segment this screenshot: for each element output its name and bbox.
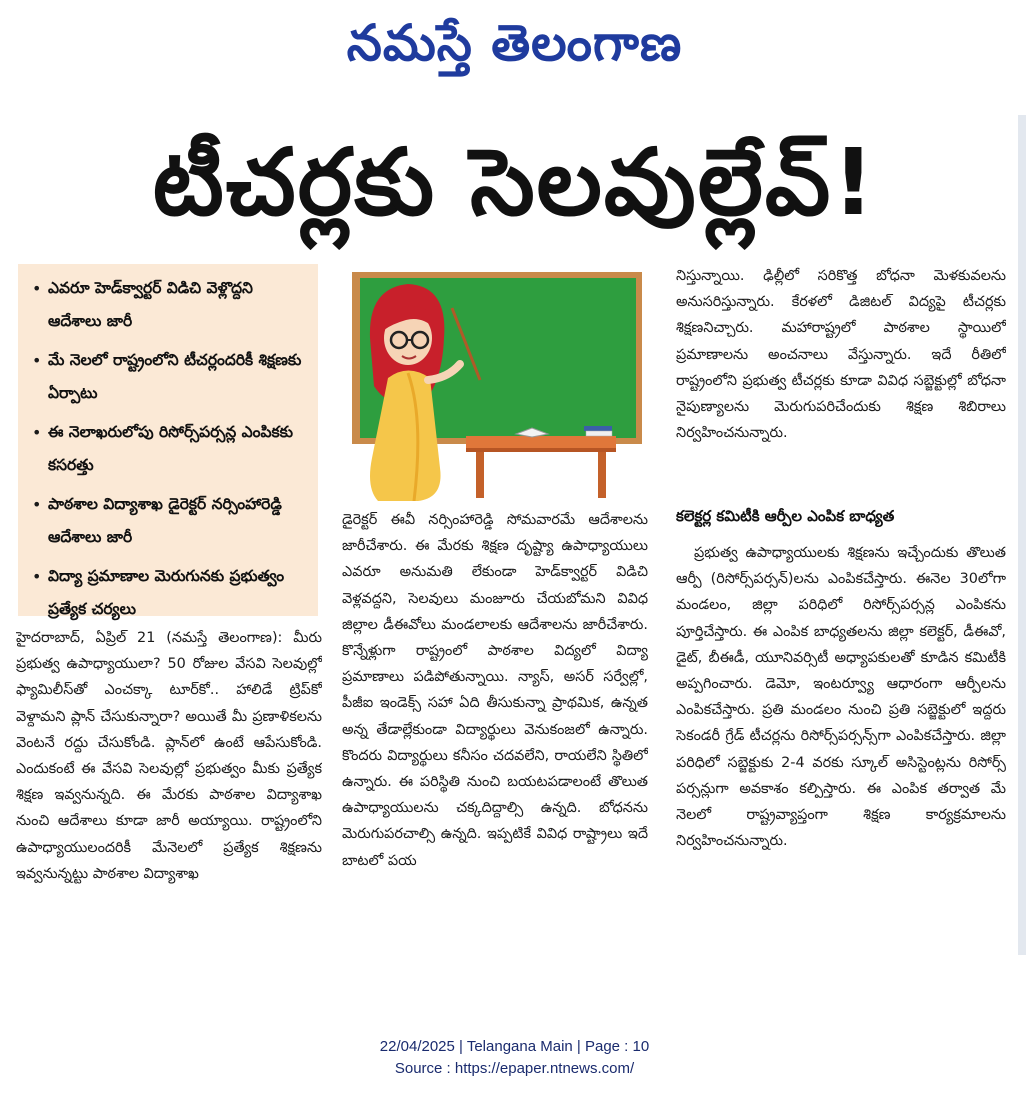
desk-top — [466, 436, 616, 448]
highlight-text: పాఠశాల విద్యాశాఖ డైరెక్టర్ నర్సింహారెడ్డి ఆదేశాలు జారీ — [48, 495, 282, 546]
bullet-icon: • — [32, 567, 42, 586]
bullet-icon: • — [32, 351, 42, 370]
page-footer — [0, 1036, 1029, 1080]
highlight-item — [32, 416, 310, 482]
highlight-item — [32, 560, 310, 626]
highlights-box — [18, 264, 318, 616]
article-subheading: కలెక్టర్ల కమిటీకి ఆర్పీల ఎంపిక బాధ్యత — [676, 507, 895, 525]
article-paragraph: డైరెక్టర్ ఈవీ నర్సింహారెడ్డి సోమవారమే ఆదేశాలను జారీచేశారు. ఈ మేరకు శిక్షణ దృష్ట్యా ఉపాధ్యాయులు ఎవరూ అనుమతి లేకుండా హెడ్‌క్వార్టర్ విడిచి వెళ్లవద్దని, సెలవులు మంజూరు చేయబోమని వివిధ జిల్లాల డీఈవోలు మండలాలకు ఆదేశాలను జారీచేశారు. కొన్నేళ్లుగా రాష్ట్రంలో పాఠశాల విద్యలో విద్యా ప్రమాణాలు పడిపోతున్నాయి. న్యాస్, అసర్ సర్వేల్లో, పీజీఐ ఇండెక్స్ సహా ఏది తీసుకున్నా ప్రాథమిక, ఉన్నత అన్న తేడాల్లేకుండా విద్యార్థులు వెనుకంజలో ఉన్నారు. కొందరు విద్యార్థులు కనీసం చదవలేని, రాయలేని స్థితిలో ఉన్నారు. ఈ పరిస్థితి నుంచి బయటపడాలంటే తొలుత ఉపాధ్యాయులను చక్కదిద్దాల్సి ఉన్నది. బోధనను మెరుగుపరచాల్సి ఉన్నది. ఇప్పటికే వివిధ రాష్ట్రాలు ఇదే బాటలో పయ — [342, 512, 648, 869]
article-paragraph: నిస్తున్నాయి. ఢిల్లీలో సరికొత్త బోధనా మెళకువలను అనుసరిస్తున్నారు. కేరళలో డిజిటల్ విద్యపై టీచర్లకు శిక్షణనిచ్చారు. మహారాష్ట్రలో పాఠశాల స్థాయిలో ప్రమాణాలను అంచనాలు వేస్తున్నారు. ఇదే రీతిలో రాష్ట్రంలోని ప్రభుత్వ టీచర్లకు కూడా వివిధ సబ్జెక్టుల్లో బోధనా నైపుణ్యాలను మెరుగుపరిచేందుకు శిక్షణ శిబిరాలు నిర్వహించనున్నారు. — [676, 268, 1006, 442]
page-headline: టీచర్లకు సెలవుల్లేవ్! — [152, 129, 877, 236]
article-paragraph: హైదరాబాద్, ఏప్రిల్ 21 (నమస్తే తెలంగాణ): మీరు ప్రభుత్వ ఉపాధ్యాయులా? 50 రోజుల వేసవి సెలవుల్లో ఫ్యామిలీస్‌తో ఎంచక్కా టూర్‌కో.. హాలిడే ట్రిప్‌కో వెళ్దామని ప్లాన్ చేసుకున్నారా? అయితే మీ ప్రణాళికలను వెంటనే రద్దు చేసుకోండి. ప్లాన్‌లో ఉంటే ఆపేసుకోండి. ఎందుకంటే ఈ వేసవి సెలవుల్లో ప్రభుత్వం మీకు ప్రత్యేక శిక్షణ ఇవ్వనున్నది. ఈ మేరకు పాఠశాల విద్యాశాఖ నుంచి ఆదేశాలు కూడా జారీ అయ్యాయి. రాష్ట్రంలోని ఉపాధ్యాయులందరికీ మేనెలలో ప్రత్యేక శిక్షణను ఇవ్వనున్నట్టు పాఠశాల విద్యాశాఖ — [16, 630, 322, 882]
bullet-icon: • — [32, 495, 42, 514]
masthead-logo: నమస్తే తెలంగాణ — [346, 13, 683, 72]
teacher-at-blackboard-illustration — [348, 268, 642, 501]
bullet-icon: • — [32, 279, 42, 298]
article-column-3-bottom — [676, 540, 1006, 960]
highlight-item — [32, 272, 310, 338]
article-column-1 — [16, 625, 322, 955]
article-paragraph: ప్రభుత్వ ఉపాధ్యాయులకు శిక్షణను ఇచ్చేందుకు తొలుత ఆర్పీ (రిసోర్స్‌పర్సన్)లను ఎంపికచేస్తారు. ఈనెల 30లోగా మండలం, జిల్లా పరిధిలో రిసోర్స్‌పర్సన్ల ఎంపికను పూర్తిచేస్తారు. ఈ ఎంపిక బాధ్యతలను జిల్లా కలెక్టర్, డీఈవో, డైట్, బీఈడీ, యూనివర్సిటీ అధ్యాపకులతో కూడిన కమిటీకి అప్పగించారు. డెమో, ఇంటర్వ్యూ ఆధారంగా ఆర్పీలను ఎంపికచేస్తారు. ప్రతి మండలం నుంచి ప్రతి సబ్జెక్టులో ఇద్దరు సెకండరీ గ్రేడ్ టీచర్లను రిసోర్స్‌పర్సన్స్‌గా ఎంపికచేస్తారు. జిల్లా పరిధిలో సబ్జెక్టుకు 2-4 వరకు స్కూల్ అసిస్టెంట్లను రిసోర్స్ పర్సన్లుగా అవకాశం కల్పిస్తారు. ఈ ఎంపిక తర్వాత మే నెలలో రాష్ట్రవ్యాప్తంగా శిక్షణ కార్యక్రమాలను నిర్వహించనున్నారు. — [676, 545, 1006, 850]
page-edge-strip — [1018, 115, 1026, 955]
article-column-3-top — [676, 263, 1006, 485]
highlight-item — [32, 344, 310, 410]
highlight-text: ఎవరూ హెడ్‌క్వార్టర్ విడిచి వెళ్లొద్దని ఆదేశాలు జారీ — [48, 279, 253, 330]
footer-date-edition: 22/04/2025 | Telangana Main | Page : 10 — [379, 1038, 650, 1055]
bullet-icon: • — [32, 423, 42, 442]
article-column-2 — [342, 507, 648, 955]
highlight-item — [32, 488, 310, 554]
highlight-text: మే నెలలో రాష్ట్రంలోని టీచర్లందరికీ శిక్షణకు ఏర్పాటు — [48, 351, 302, 402]
highlight-text: విద్యా ప్రమాణాల మెరుగునకు ప్రభుత్వం ప్రత్యేక చర్యలు — [48, 567, 285, 618]
highlight-text: ఈ నెలాఖరులోపు రిసోర్స్‌పర్సన్ల ఎంపికకు కసరత్తు — [48, 423, 294, 474]
footer-source: Source : https://epaper.ntnews.com/ — [394, 1060, 635, 1077]
